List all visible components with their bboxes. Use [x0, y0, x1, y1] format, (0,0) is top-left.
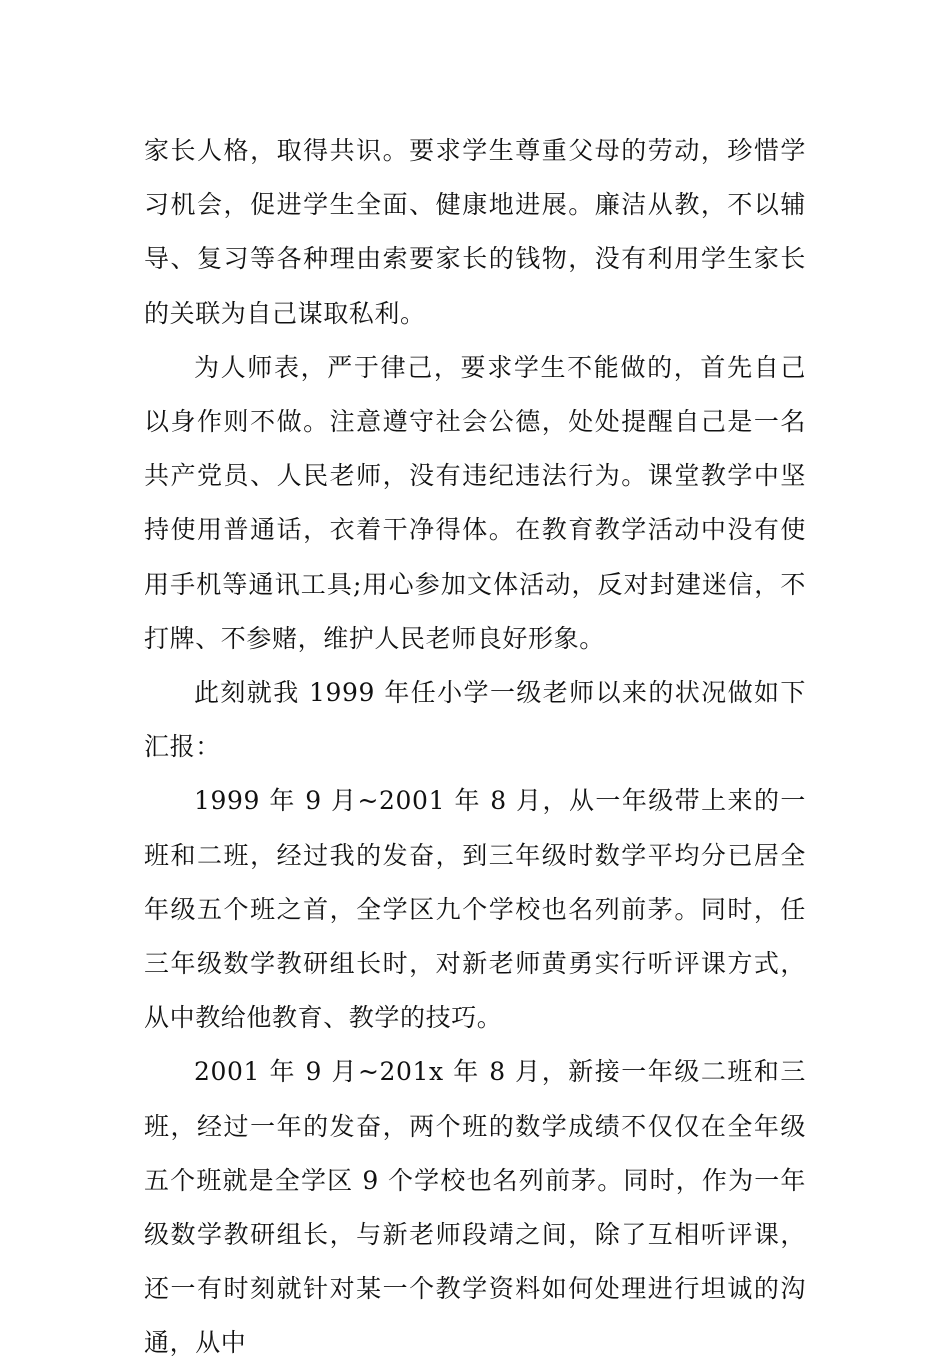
- paragraph: 家长人格，取得共识。要求学生尊重父母的劳动，珍惜学习机会，促进学生全面、健康地进展。廉洁从教，不以辅导、复习等各种理由索要家长的钱物，没有利用学生家长的关联为自己谋取私利。: [144, 136, 806, 328]
- paragraph: 此刻就我 1999 年任小学一级老师以来的状况做如下汇报：: [144, 678, 806, 762]
- paragraph: 1999 年 9 月~2001 年 8 月，从一年级带上来的一班和二班，经过我的发奋，到三年级时数学平均分已居全年级五个班之首，全学区九个学校也名列前茅。同时，任三年级数学教研组长时，对新老师黄勇实行听评课方式，从中教给他教育、教学的技巧。: [144, 786, 806, 1033]
- paragraph: 2001 年 9 月~201x 年 8 月，新接一年级二班和三班，经过一年的发奋，两个班的数学成绩不仅仅在全年级五个班就是全学区 9 个学校也名列前茅。同时，作为一年级数学教研组长，与新老师段靖之间，除了互相听评课，还一有时刻就针对某一个教学资料如何处理进行坦诚的沟通，从中: [144, 1057, 806, 1358]
- document-body: [144, 124, 806, 1371]
- paragraph: 为人师表，严于律己，要求学生不能做的，首先自己以身作则不做。注意遵守社会公德，处处提醒自己是一名共产党员、人民老师，没有违纪违法行为。课堂教学中坚持使用普通话，衣着干净得体。在教育教学活动中没有使用手机等通讯工具;用心参加文体活动，反对封建迷信，不打牌、不参赌，维护人民老师良好形象。: [144, 352, 806, 653]
